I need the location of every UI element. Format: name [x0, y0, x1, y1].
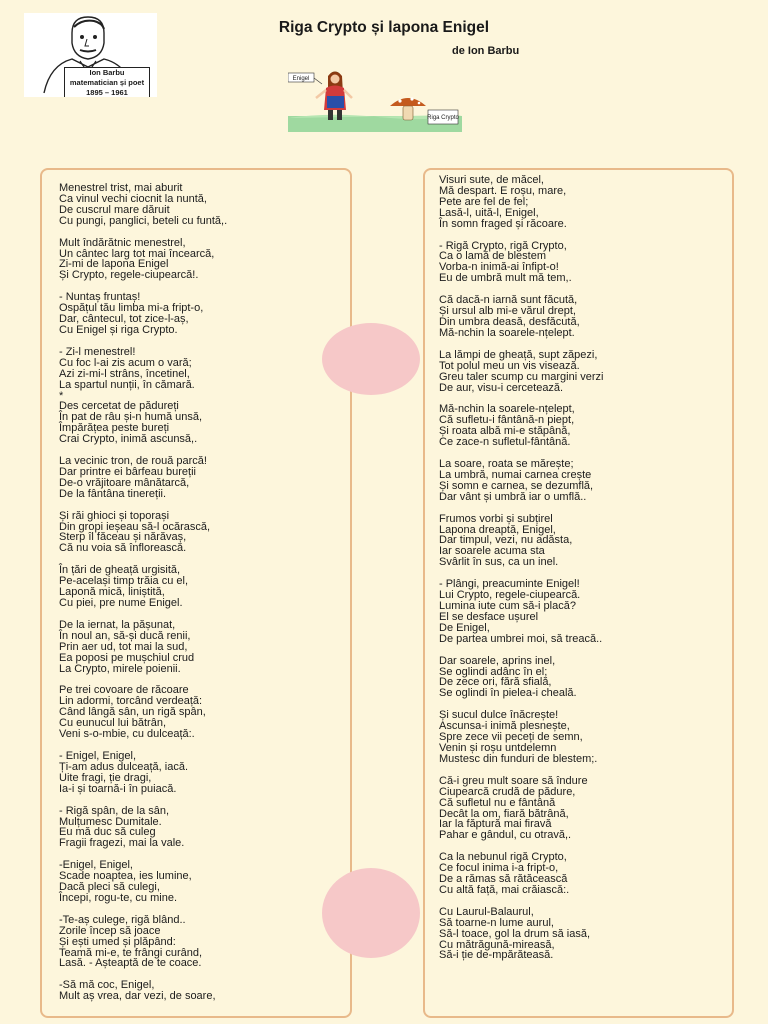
poem-line: Ospățul tău limba mi-a fript-o, [59, 302, 204, 315]
poem-line: Dar vânt și umbră iar o umflă.. [439, 490, 587, 503]
stanza [59, 860, 344, 904]
poem-line: Lin adormi, torcând verdeață: [59, 695, 203, 708]
poem-line: La lămpi de gheață, supt zăpezi, [439, 348, 598, 361]
poem-line: Că dacă-n iarnă sunt făcută, [439, 294, 578, 307]
poem-line: Să toarne-n lume aurul, [439, 916, 554, 929]
poem-line: Lasă. - Așteaptă de te coace. [59, 957, 202, 970]
poem-line: Mult aș vrea, dar vezi, de soare, [59, 990, 216, 1003]
poem-line: Dar, cântecul, tot zice-l-aș, [59, 313, 189, 326]
stanza [59, 238, 344, 282]
stanza [439, 514, 731, 569]
poem-line: Cu Enigel și riga Crypto. [59, 323, 178, 336]
poem-line: - Nuntaș fruntaș! [59, 291, 141, 304]
poem-line: - Zi-l menestrel! [59, 345, 136, 358]
poem-line: Un cântec larg tot mai încearcă, [59, 247, 215, 260]
stanza [59, 183, 344, 227]
stanza [59, 511, 344, 555]
poem-line: Dar timpul, vezi, nu adăsta, [439, 534, 573, 547]
poem-line: Pahar e gândul, cu otravă,. [439, 829, 572, 842]
poem-line: Ce zace-n sufletul-fântână. [439, 436, 571, 449]
poem-line: - Rigă Crypto, rigă Crypto, [439, 239, 567, 252]
poem-line: Ascunsa-i inimă plesnește, [439, 720, 570, 733]
poem-line: Prin aer ud, tot mai la sud, [59, 640, 188, 653]
poem-line: De la fântâna tinereții. [59, 487, 167, 500]
poem-line: Și răi ghioci și toporași [59, 509, 170, 522]
poem-author: de Ion Barbu [452, 45, 520, 57]
poem-line: El se desface ușurel [439, 610, 539, 623]
poem-line: Eu mă duc să culeg [59, 826, 156, 839]
poem-line: Mă-nchin la soarele-nțelept. [439, 326, 575, 339]
poem-line: Cu Laurul-Balaurul, [439, 905, 534, 918]
enigel-label: Enigel [292, 76, 310, 82]
poem-line: Și roata albă mi-e stăpână, [439, 425, 571, 438]
poem-line: Mă despart. E roșu, mare, [439, 184, 567, 197]
poem-line: Pete are fel de fel; [439, 195, 529, 208]
poem-line: De Enigel, [439, 621, 490, 634]
poem-line: Lumina iute cum să-i placă? [439, 600, 576, 612]
stanza [59, 915, 344, 970]
stanza [439, 776, 731, 841]
stanza [439, 710, 731, 765]
poem-line: Crai Crypto, inimă ascunsă,. [59, 433, 198, 446]
poem-line: Des cercetat de pădureți [59, 400, 179, 413]
poem-line: De la iernat, la pășunat, [59, 618, 176, 631]
poem-line: Că sufletu-i fântână-n piept, [439, 414, 575, 427]
poem-line: Dar printre ei bârfeau bureții [59, 465, 196, 478]
poem-line: Zi-mi de lapona Enigel [59, 258, 169, 271]
poem-line: Împărățea peste bureți [59, 422, 170, 435]
poem-line: La umbră, numai carnea crește [439, 468, 592, 481]
poem-line: Mă-nchin la soarele-nțelept, [439, 403, 575, 416]
poem-line: În somn fraged și răcoare. [439, 217, 567, 230]
poem-line: - Enigel, Enigel, [59, 749, 137, 762]
poem-line: În țări de gheață urgisită, [59, 564, 181, 577]
stanza [439, 175, 731, 230]
poem-line: Frumos vorbi și subțirel [439, 512, 553, 525]
poem-line: Sterp îl făceau și nărăvaș, [59, 531, 187, 544]
poem-line: - Rigă spân, de la sân, [59, 804, 170, 817]
poem-line: Teamă mi-e, te frângi curând, [59, 946, 203, 959]
poem-line: Decât la om, fiară bătrână, [439, 807, 569, 820]
stanza [439, 579, 731, 644]
poem-line: Ca la nebunul rigă Crypto, [439, 851, 567, 864]
poem-line: Cu pungi, panglici, beteli cu funtă,. [59, 214, 228, 227]
poem-column-right [439, 175, 731, 972]
poem-line: Pe trei covoare de răcoare [59, 684, 189, 697]
stanza [439, 852, 731, 896]
stanza [439, 459, 731, 503]
poem-line: De zece ori, fără sfială, [439, 676, 552, 689]
poem-line: Laponă mică, liniștită, [59, 586, 165, 599]
stanza [439, 295, 731, 339]
poem-line: Și ursul alb mi-e vărul drept, [439, 305, 576, 318]
poem-line: Că nu voia să înflorească. [59, 542, 187, 555]
poem-line: Ia-i și toarnă-i în puiacă. [59, 782, 177, 795]
poem-line: Eu de umbră mult mă tem,. [439, 272, 572, 285]
poem-line: Cu altă față, mai crăiască:. [439, 883, 570, 896]
poem-line: Spre zece vii peceți de semn, [439, 731, 583, 744]
poem-line: Dar soarele, aprins inel, [439, 654, 556, 667]
poem-line: Venin și roșu untdelemn [439, 741, 557, 754]
poem-line: Tot polul meu un vis visează. [439, 359, 580, 372]
poem-line: În pat de râu și-n humă unsă, [59, 411, 203, 424]
poem-line: * [59, 389, 64, 402]
poem-column-left [59, 183, 344, 1013]
poem-line: Mult îndărătnic menestrel, [59, 236, 186, 249]
stanza [439, 404, 731, 448]
poem-line: Uite fragi, ție dragi, [59, 771, 152, 784]
poem-line: Veni s-o-mbie, cu dulceață:. [59, 728, 195, 741]
poem-line: Să-l toace, gol la drum să iasă, [439, 927, 591, 940]
poem-line: La vecinic tron, de rouă parcă! [59, 455, 207, 468]
stanza [59, 980, 344, 1002]
poem-line: Pe-același timp trăia cu el, [59, 575, 188, 588]
poem-line: De a rămas să rătăcească [439, 873, 568, 886]
poem-line: Lui Crypto, regele-ciupearcă. [439, 589, 581, 602]
poem-line: În noul an, să-și ducă renii, [59, 629, 191, 642]
stanza [59, 806, 344, 850]
stanza [439, 241, 731, 285]
poem-line: Cu piei, pre nume Enigel. [59, 597, 183, 609]
poem-line: Să-i ție de-mpărăteasă. [439, 949, 554, 962]
poem-line: Azi zi-mi-l strâns, încetinel, [59, 367, 190, 380]
poem-line: Dacă pleci să culegi, [59, 881, 160, 894]
poem-line: De cuscrul mare dăruit [59, 203, 170, 216]
stanza [59, 565, 344, 609]
poem-line: Cu eunucul lui bătrân, [59, 717, 167, 730]
poem-line: Ca vinul vechi ciocnit la nuntă, [59, 192, 207, 205]
crypto-label: Riga Crypto [427, 115, 459, 121]
poem-line: Începi, rogu-te, cu mine. [59, 891, 178, 904]
poem-line: Iar soarele acuma sta [439, 545, 545, 558]
stanza [59, 620, 344, 675]
poem-line: Se oglindi în pielea-i cheală. [439, 687, 577, 700]
portrait-subtitle: matematician și poet [69, 78, 145, 87]
poem-line: -Te-aș culege, rigă blând.. [59, 913, 186, 926]
poem-line: Și somn e carnea, se dezumflă, [439, 479, 594, 492]
poem-line: Din gropi ieșeau să-l ocărască, [59, 520, 211, 533]
poem-line: Că-i greu mult soare să îndure [439, 774, 588, 787]
stanza [59, 685, 344, 740]
poem-line: Ți-am adus dulceață, iacă. [59, 760, 189, 773]
stanza [59, 347, 344, 445]
poem-line: Și sucul dulce înăcrește! [439, 709, 559, 722]
poem-line: -Enigel, Enigel, [59, 859, 133, 872]
stanza [59, 292, 344, 336]
poem-line: La Crypto, mirele poienii. [59, 662, 181, 675]
poem-line: Și ești umed și plăpând: [59, 935, 176, 948]
poem-line: Iar la făptură mai firavă [439, 818, 552, 831]
poem-line: La spartul nunții, în cămară. [59, 378, 195, 391]
stanza [439, 350, 731, 394]
poem-line: De aur, visu-i cercetează. [439, 381, 564, 394]
poem-line: Când lângă sân, un rigă spân, [59, 706, 206, 719]
portrait-caption [64, 67, 150, 97]
poem-line: De-o vrăjitoare mânătarcă, [59, 476, 190, 489]
poem-line: Ca o lamă de blestem [439, 250, 546, 263]
poem-title: Riga Crypto și lapona Enigel [278, 19, 490, 36]
illustration-scene [288, 68, 462, 134]
poem-line: Vorba-n inimă-ai înfipt-o! [439, 261, 559, 274]
poem-line: Fragii fragezi, mai la vale. [59, 837, 185, 850]
illustration-drawing [288, 68, 462, 134]
poem-line: Zorile încep să joace [59, 924, 161, 937]
poem-line: Se oglindi adânc în el; [439, 665, 548, 678]
poem-line: Ea poposi pe mușchiul crud [59, 651, 195, 664]
poem-line: Visuri sute, de măcel, [439, 174, 544, 186]
poem-line: Lapona dreaptă, Enigel, [439, 523, 556, 536]
poem-line: - Plângi, preacuminte Enigel! [439, 578, 580, 591]
poem-line: Lasă-l, uită-l, Enigel, [439, 206, 539, 219]
stanza [439, 656, 731, 700]
portrait-years: 1895 – 1961 [86, 88, 128, 97]
poem-line: Menestrel trist, mai aburit [59, 182, 183, 194]
poem-line: Cu mătrăgună-mireasă, [439, 938, 555, 951]
stanza [59, 456, 344, 500]
poem-line: -Să mă coc, Enigel, [59, 979, 155, 992]
poem-line: Svârlit în sus, ca un inel. [439, 556, 559, 569]
poem-line: Ciupearcă crudă de pădure, [439, 785, 576, 798]
poem-line: La soare, roata se mărește; [439, 458, 574, 471]
poem-line: Cu foc l-ai zis acum o vară; [59, 356, 192, 369]
poem-line: Din umbra deasă, desfăcută, [439, 315, 580, 328]
poem-line: De partea umbrei moi, să treacă.. [439, 632, 603, 645]
poem-line: Că sufletul nu e fântână [439, 796, 556, 809]
poem-line: Scade noaptea, ies lumine, [59, 870, 192, 883]
poem-line: Ce focul inima i-a fript-o, [439, 862, 559, 875]
poem-line: Și Crypto, regele-ciupearcă!. [59, 269, 199, 282]
poem-line: Mulțumesc Dumitale. [59, 815, 162, 828]
portrait-name: Ion Barbu [89, 68, 125, 77]
stanza [59, 751, 344, 795]
stanza [439, 907, 731, 962]
poem-line: Mustesc din funduri de blestem;. [439, 752, 598, 765]
poem-line: Greu taler scump cu margini verzi [439, 370, 604, 383]
